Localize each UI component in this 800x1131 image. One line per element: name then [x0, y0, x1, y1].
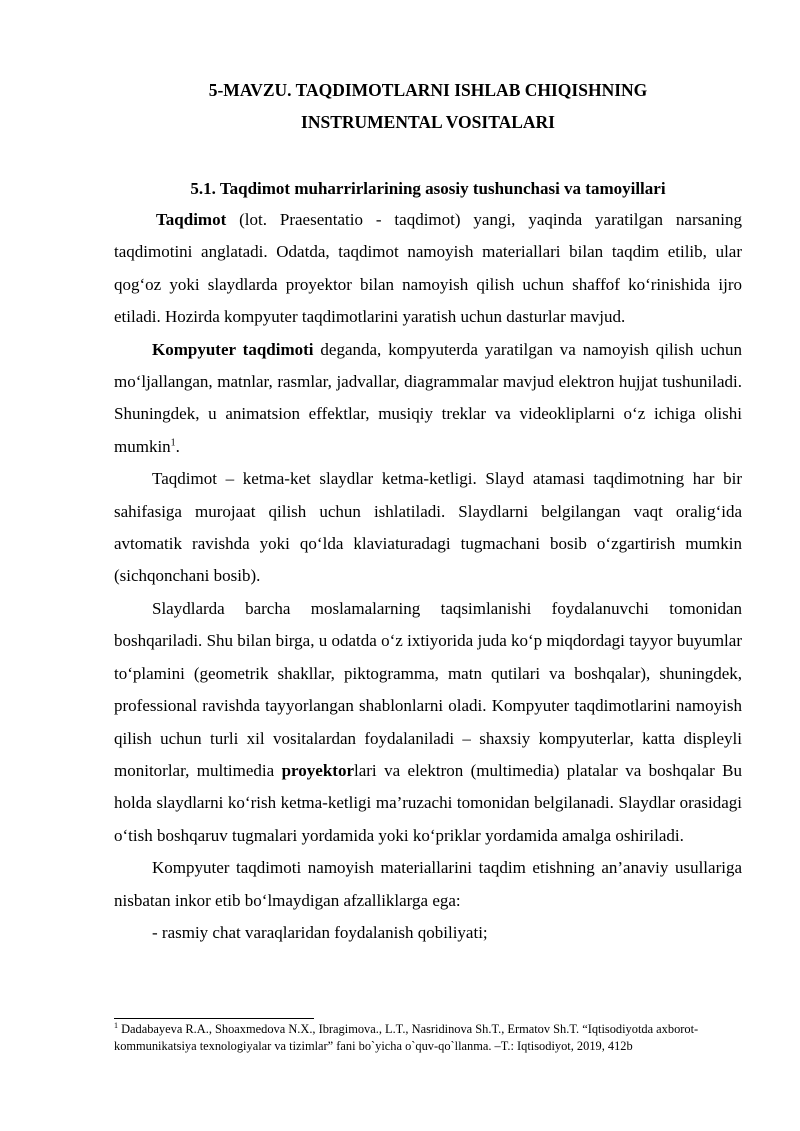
footnote-separator — [114, 1018, 314, 1019]
chapter-title-line-2: INSTRUMENTAL VOSITALARI — [301, 112, 555, 132]
paragraph-text: lari va elektron (multimedia) platalar va boshqalar Bu holda slaydlarni ko‘rish ketma-ketligi ma’ruzachi tomonidan belgilanadi. Slaydlar orasidagi o‘tish boshqaruv tugmalari yordamida yoki ko‘priklar yordamida amalga oshiriladi. — [114, 760, 742, 845]
term-taqdimot: Taqdimot — [156, 210, 227, 229]
paragraph-text: deganda, kompyuterda yaratilgan va namoyish qilish uchun mo‘ljallangan, matnlar, rasmlar, jadvallar, diagrammalar mavjud elektron hujjat tushuniladi. Shuningdek, u animatsion effektlar, musiqiy treklar va videokliplarni o‘z ichiga olishi mumkin — [114, 339, 742, 456]
footnote-text: Dadabayeva R.A., Shoaxmedova N.X., Ibragimova., L.T., Nasridinova Sh.T., Ermatov Sh.T. “Iqtisodiyotda axborot-kommunikatsiya texnologiyalar va tizimlar” fani bo`yicha o`quv-qo`llanma. –T.: Iqtisodiyot, 2019, 412b — [114, 1022, 699, 1053]
paragraph-slides: Taqdimot – ketma-ket slaydlar ketma-ketligi. Slayd atamasi taqdimotning har bir sahifasiga murojaat qilish uchun ishlatiladi. Slaydlarni belgilangan vaqt oralig‘ida avtomatik ravishda yoki qo‘lda klaviaturadagi tugmachani bosib o‘zgartirish mumkin (sichqonchani bosib). — [114, 469, 742, 586]
paragraph-taqdimot-definition — [114, 204, 742, 334]
paragraph-advantages: Kompyuter taqdimoti namoyish materiallarini taqdim etishning an’anaviy usullariga nisbatan inkor etib bo‘lmaydigan afzalliklarga ega: — [114, 858, 742, 910]
list-item-advantage: - rasmiy chat varaqlaridan foydalanish qobiliyati; — [152, 922, 488, 942]
section-title: 5.1. Taqdimot muharrirlarining asosiy tushunchasi va tamoyillari — [190, 179, 666, 198]
paragraph-end: . — [175, 436, 180, 456]
term-proyektor: proyektor — [281, 760, 354, 780]
paragraph-slide-management — [114, 593, 742, 852]
paragraph-text: Slaydlarda barcha moslamalarning taqsimlanishi foydalanuvchi tomonidan boshqariladi. Shu bilan birga, u odatda o‘z ixtiyorida juda ko‘p miqdordagi tayyor buyumlar to‘plamini (geometrik shakllar, piktogramma, matn qutilari va boshqalar), shuningdek, professional ravishda tayyorlangan shablonlarni oladi. Kompyuter taqdimotlarini namoyish qilish uchun turli xil vositalardan foydalaniladi – shaxsiy kompyuterlar, katta displeyli monitorlar, multimedia — [114, 598, 742, 780]
paragraph-computer-presentation — [114, 334, 742, 464]
chapter-title-line-1: 5-MAVZU. TAQDIMOTLARNI ISHLAB CHIQISHNING — [208, 80, 648, 100]
term-kompyuter-taqdimoti: Kompyuter taqdimoti — [152, 339, 314, 359]
paragraph-text: (lot. Praesentatio - taqdimot) yangi, yaqinda yaratilgan narsaning taqdimotini anglatadi. Odatda, taqdimot namoyish materiallari bilan taqdim etilib, ular qog‘oz yoki slaydlarda proyektor bilan namoyish qilish uchun shaffof ko‘rinishida ijro etiladi. Hozirda kompyuter taqdimotlarini yaratish uchun dasturlar mavjud. — [114, 210, 742, 327]
footnote — [114, 1021, 742, 1054]
footnote-reference[interactable]: 1 — [170, 437, 176, 449]
page-content — [114, 74, 742, 949]
footnote-number: 1 — [114, 1020, 118, 1030]
